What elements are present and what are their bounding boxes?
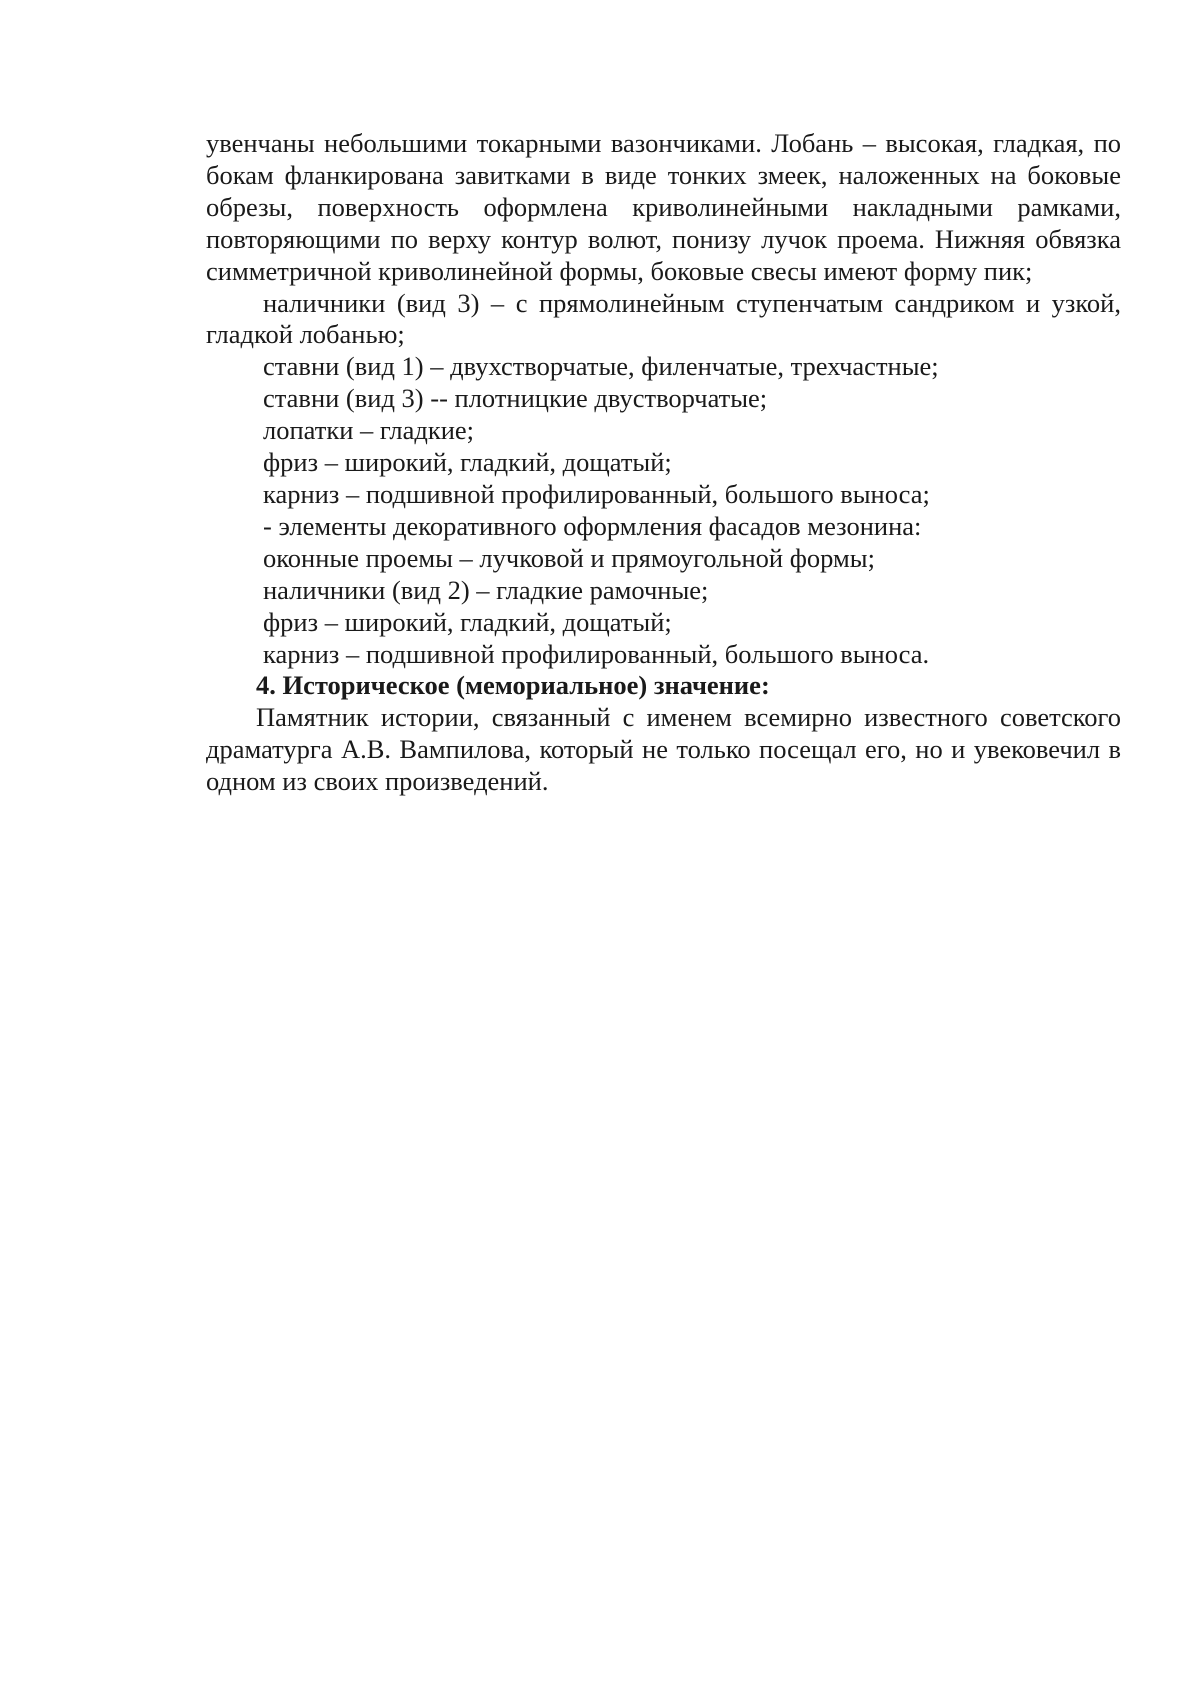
list-item-cornice: карниз – подшивной профилированный, большого выноса; bbox=[263, 478, 930, 509]
list-item-nalichniki-type-2: наличники (вид 2) – гладкие рамочные; bbox=[263, 574, 709, 605]
list-item-mezzanine-cornice: карниз – подшивной профилированный, большого выноса. bbox=[263, 638, 930, 669]
section-heading-historical-significance: 4. Историческое (мемориальное) значение: bbox=[256, 670, 770, 701]
list-item-mezzanine-frieze: фриз – широкий, гладкий, дощатый; bbox=[263, 606, 672, 637]
list-item-shutters-type-3: ставни (вид 3) -- плотницкие двустворчатые; bbox=[263, 383, 768, 414]
list-item-window-openings: оконные проемы – лучковой и прямоугольной формы; bbox=[263, 542, 875, 573]
paragraph-nalichniki-type-3: наличники (вид 3) – с прямолинейным ступенчатым сандриком и узкой, гладкой лобанью; bbox=[206, 287, 1121, 350]
paragraph-window-frames: увенчаны небольшими токарными вазончиками. Лобань – высокая, гладкая, по бокам фланкирована завитками в виде тонких змеек, наложенных на боковые обрезы, поверхность оформлена криволинейными накладными рамками, повторяющими по верху контур волют, понизу лучок проема. Нижняя обвязка симметричной криволинейной формы, боковые свесы имеют форму пик; bbox=[206, 128, 1121, 286]
document-body bbox=[206, 128, 1121, 798]
list-item-pilasters: лопатки – гладкие; bbox=[263, 415, 475, 446]
paragraph-historical-significance: Памятник истории, связанный с именем всемирно известного советского драматурга А.В. Вампилова, который не только посещал его, но и увековечил в одном из своих произведений. bbox=[206, 702, 1121, 797]
list-item-frieze: фриз – широкий, гладкий, дощатый; bbox=[263, 447, 672, 478]
list-item-mezzanine-decor: - элементы декоративного оформления фасадов мезонина: bbox=[263, 510, 922, 541]
list-item-shutters-type-1: ставни (вид 1) – двухстворчатые, филенчатые, трехчастные; bbox=[263, 351, 939, 382]
